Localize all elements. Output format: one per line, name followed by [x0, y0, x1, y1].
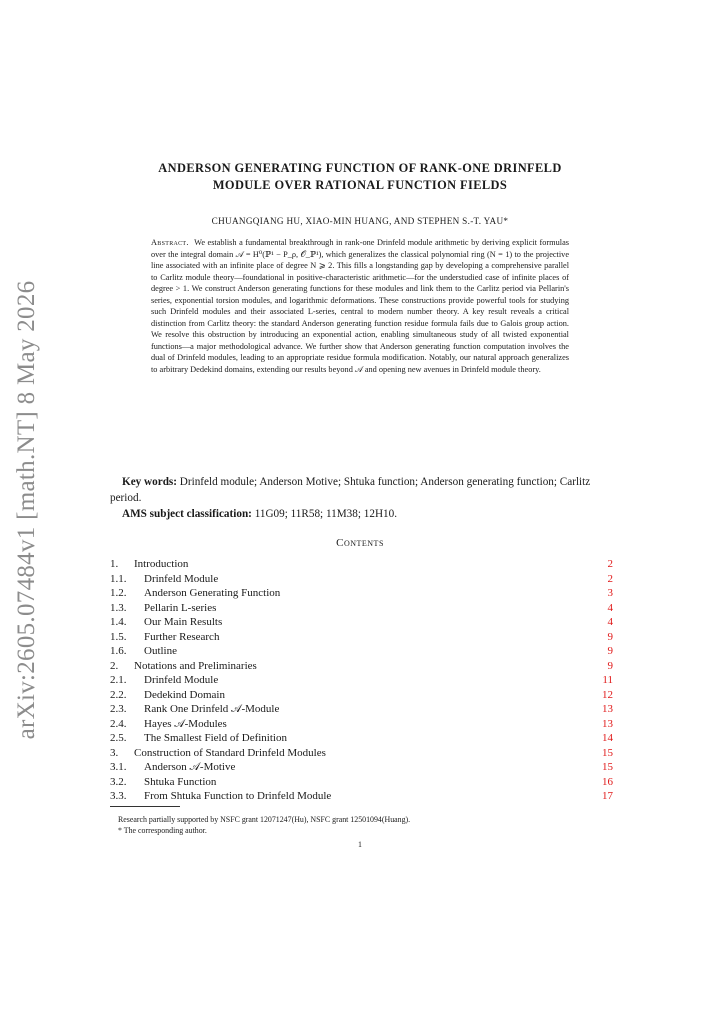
- toc-page-link[interactable]: 2: [607, 558, 613, 570]
- toc-page-link[interactable]: 15: [602, 746, 613, 759]
- toc-entry[interactable]: [110, 586, 613, 601]
- toc-page-link[interactable]: 9: [607, 645, 613, 657]
- toc-entry-label[interactable]: [110, 586, 280, 601]
- toc-entry[interactable]: [110, 760, 613, 775]
- toc-entry[interactable]: [110, 644, 613, 659]
- toc-entry[interactable]: [110, 557, 613, 572]
- toc-entry[interactable]: [110, 702, 613, 717]
- toc-entry-number: 1.2.: [110, 587, 127, 599]
- toc-entry-number: 2.1.: [110, 674, 127, 686]
- toc-page-link[interactable]: 3: [607, 587, 613, 599]
- paper-title: [110, 160, 610, 194]
- toc-page-link[interactable]: 17: [602, 790, 613, 802]
- toc-entry-number: 2.5.: [110, 732, 127, 744]
- ams-text: 11G09; 11R58; 11M38; 12H10.: [254, 508, 398, 520]
- toc-entry-number: 2.3.: [110, 703, 127, 715]
- toc-entry-number: 1.5.: [110, 630, 127, 643]
- toc-entry-number: 1.: [110, 558, 119, 570]
- toc-entry-title: The Smallest Field of Definition: [144, 732, 287, 744]
- toc-page-link[interactable]: 15: [602, 761, 613, 773]
- toc-entry-label[interactable]: [110, 789, 331, 804]
- toc-page-link[interactable]: 11: [602, 674, 613, 686]
- keywords-label: Key words:: [122, 476, 177, 488]
- toc-entry-title: Rank One Drinfeld 𝒜-Module: [144, 703, 280, 715]
- abstract: [151, 237, 569, 375]
- toc-page-link[interactable]: 13: [602, 717, 613, 730]
- toc-entry[interactable]: [110, 630, 613, 645]
- toc-page-link[interactable]: 2: [607, 572, 613, 585]
- toc-page-link[interactable]: 16: [602, 775, 613, 788]
- toc-entry-label[interactable]: [110, 731, 287, 746]
- toc-entry-label[interactable]: [110, 630, 219, 645]
- toc-entry-number: 1.4.: [110, 616, 127, 628]
- toc-entry-label[interactable]: [110, 673, 218, 688]
- toc-entry-number: 3.1.: [110, 761, 127, 773]
- toc-entry-title: Pellarin L-series: [144, 601, 217, 614]
- page-number: 1: [358, 840, 362, 849]
- toc-entry-title: Drinfeld Module: [144, 572, 219, 585]
- toc-entry-title: From Shtuka Function to Drinfeld Module: [144, 790, 332, 802]
- toc-entry-label[interactable]: [110, 688, 225, 703]
- toc-entry-number: 3.2.: [110, 775, 127, 788]
- toc-page-link[interactable]: 9: [607, 630, 613, 643]
- toc-page-link[interactable]: 13: [602, 703, 613, 715]
- abstract-label: Abstract.: [151, 238, 189, 247]
- toc-entry[interactable]: [110, 615, 613, 630]
- toc-entry-number: 1.3.: [110, 601, 127, 614]
- toc-entry-label[interactable]: [110, 702, 279, 717]
- toc-entry[interactable]: [110, 601, 613, 616]
- footnotes: [110, 814, 610, 836]
- table-of-contents: [110, 557, 613, 804]
- toc-entry-title: Shtuka Function: [144, 775, 217, 788]
- toc-entry-title: Anderson Generating Function: [144, 587, 281, 599]
- toc-entry-number: 3.3.: [110, 790, 127, 802]
- toc-entry-label[interactable]: [110, 717, 227, 732]
- toc-entry-number: 3.: [110, 746, 119, 759]
- toc-entry-title: Drinfeld Module: [144, 674, 219, 686]
- toc-page-link[interactable]: 9: [607, 659, 613, 672]
- toc-entry-label[interactable]: [110, 760, 235, 775]
- toc-entry-title: Introduction: [134, 558, 189, 570]
- footnote-rule: [110, 806, 180, 807]
- toc-entry-label[interactable]: [110, 746, 326, 761]
- toc-entry-title: Outline: [144, 645, 177, 657]
- toc-entry-number: 1.6.: [110, 645, 127, 657]
- author-list: CHUANGQIANG HU, XIAO-MIN HUANG, AND STEPHEN S.-T. YAU*: [211, 216, 509, 226]
- toc-entry-title: Hayes 𝒜-Modules: [144, 717, 227, 730]
- toc-page-link[interactable]: 4: [607, 616, 613, 628]
- toc-entry-title: Anderson 𝒜-Motive: [144, 761, 236, 773]
- toc-entry[interactable]: [110, 789, 613, 804]
- toc-entry-title: Our Main Results: [144, 616, 223, 628]
- toc-entry-label[interactable]: [110, 557, 188, 572]
- toc-entry-number: 2.2.: [110, 688, 127, 701]
- title-line-2: MODULE OVER RATIONAL FUNCTION FIELDS: [212, 178, 508, 192]
- toc-page-link[interactable]: 4: [607, 601, 613, 614]
- arxiv-stamp: arXiv:2605.07484v1 [math.NT] 8 May 2026: [13, 280, 40, 740]
- keywords-text: Drinfeld module; Anderson Motive; Shtuka function; Anderson generating function; Carlitz period.: [110, 476, 591, 504]
- toc-entry[interactable]: [110, 775, 613, 790]
- toc-page-link[interactable]: 12: [602, 688, 613, 701]
- toc-entry-number: 1.1.: [110, 572, 127, 585]
- toc-entry[interactable]: [110, 572, 613, 587]
- toc-entry-label[interactable]: [110, 644, 177, 659]
- toc-entry-number: 2.: [110, 659, 119, 672]
- toc-entry-label[interactable]: [110, 659, 257, 674]
- corresponding-author-footnote: * The corresponding author.: [118, 826, 207, 835]
- toc-page-link[interactable]: 14: [602, 732, 613, 744]
- toc-entry-title: Further Research: [144, 630, 220, 643]
- toc-entry[interactable]: [110, 746, 613, 761]
- toc-entry-label[interactable]: [110, 601, 216, 616]
- toc-entry[interactable]: [110, 688, 613, 703]
- toc-entry-number: 2.4.: [110, 717, 127, 730]
- toc-entry[interactable]: [110, 673, 613, 688]
- title-line-1: ANDERSON GENERATING FUNCTION OF RANK-ONE DRINFELD: [158, 161, 562, 175]
- funding-footnote: Research partially supported by NSFC grant 12071247(Hu), NSFC grant 12501094(Huang).: [118, 815, 411, 824]
- toc-entry[interactable]: [110, 731, 613, 746]
- contents-heading: Contents: [336, 537, 384, 549]
- ams-label: AMS subject classification:: [122, 508, 252, 520]
- toc-entry-title: Dedekind Domain: [144, 688, 225, 701]
- toc-entry-label[interactable]: [110, 775, 216, 790]
- toc-entry-title: Notations and Preliminaries: [134, 659, 257, 672]
- toc-entry-label[interactable]: [110, 572, 218, 587]
- abstract-body: We establish a fundamental breakthrough in rank-one Drinfeld module arithmetic by deriving explicit formulas over the integral domain 𝒜 = H⁰(ℙ¹ − P_ρ, 𝒪_ℙ¹), which generalizes the classical polynomial ring (N = 1) to the projective line associated with an infinite place of degree N ⩾ 2. This fills a longstanding gap by developing a comprehensive parallel to Carlitz module theory—foundational in positive-characteristic arithmetic—for the understudied case of infinite places of degree > 1. We construct Anderson generating functions for these modules and link them to the Carlitz period via Pellarin's series, exponential torsion modules, and logarithmic deformations. These constructions provide powerful tools for studying such Drinfeld modules and their associated L-series, central to modern number theory. A key result reveals a critical distinction from Carlitz theory: the standard Anderson generating function residue formula fails due to Galois group action. We resolve this obstruction by introducing an exponential action, enabling simultaneous study of all twisted exponential functions—a major methodological advance. We further show that Anderson generating function computation involves the dual of Drinfeld modules, leading to an appropriate residue formula modification. Notably, our natural approach generalizes to arbitrary Dedekind domains, extending our results beyond 𝒜 and opening new avenues in Drinfeld module theory.: [151, 238, 569, 374]
- toc-entry-title: Construction of Standard Drinfeld Modules: [134, 746, 326, 759]
- keywords-block: [110, 474, 610, 522]
- toc-entry[interactable]: [110, 717, 613, 732]
- toc-entry[interactable]: [110, 659, 613, 674]
- toc-entry-label[interactable]: [110, 615, 222, 630]
